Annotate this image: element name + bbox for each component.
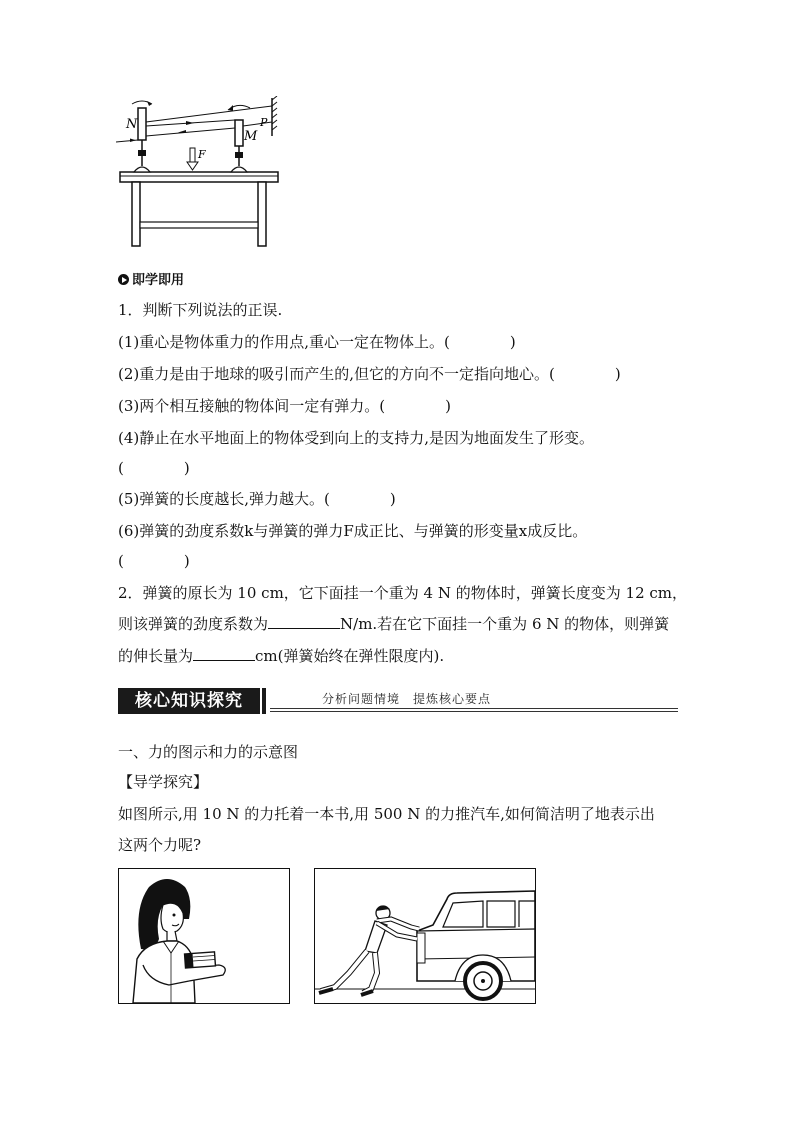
banner-divider xyxy=(262,688,266,714)
label-p: P xyxy=(260,116,268,129)
question-2-line-3: 的伸长量为 cm(弹簧始终在弹性限度内). xyxy=(118,647,445,665)
practice-header: 即学即用 xyxy=(118,269,184,288)
question-2-line-1: 2．弹簧的原长为 10 cm，它下面挂一个重为 4 N 的物体时，弹簧长度变为 12 cm， xyxy=(118,584,688,602)
banner-rule xyxy=(270,708,678,709)
question-1-item-3: (3)两个相互接触的物体间一定有弹力。( ) xyxy=(118,397,451,415)
section-paragraph-line-1: 如图所示,用 10 N 的力托着一本书,用 500 N 的力推汽车,如何简洁明了地表示出 xyxy=(118,805,655,823)
answer-blank-extension[interactable] xyxy=(193,646,255,661)
question-1-title: 1．判断下列说法的正误. xyxy=(118,301,283,319)
label-n: N xyxy=(126,117,138,132)
question-1-item-2: (2)重力是由于地球的吸引而产生的,但它的方向不一定指向地心。( ) xyxy=(118,365,621,383)
girl-holding-book-illustration xyxy=(119,869,289,1003)
question-1-item-1: (1)重心是物体重力的作用点,重心一定在物体上。( ) xyxy=(118,333,516,351)
label-f: F xyxy=(198,148,206,161)
book-holding-image-frame xyxy=(118,868,290,1004)
section-banner-subtitle: 分析问题情境 提炼核心要点 xyxy=(322,692,492,706)
section-heading: 一、力的图示和力的示意图 xyxy=(118,743,299,761)
question-1-item-4: (4)静止在水平地面上的物体受到向上的支持力,是因为地面发生了形变。 xyxy=(118,429,595,447)
section-tag: 【导学探究】 xyxy=(118,773,209,791)
question-1-item-5: (5)弹簧的长度越长,弹力越大。( ) xyxy=(118,490,396,508)
banner-rule-2 xyxy=(270,711,678,712)
question-1-item-6: (6)弹簧的劲度系数k与弹簧的弹力F成正比、与弹簧的形变量x成反比。 xyxy=(118,522,588,540)
car-pushing-image-frame xyxy=(314,868,536,1004)
mirror-table-figure xyxy=(116,96,282,248)
answer-blank-k[interactable] xyxy=(268,614,340,629)
question-1-item-6-answer: ( ) xyxy=(118,552,190,570)
man-pushing-car-illustration xyxy=(315,869,535,1003)
section-banner-title: 核心知识探究 xyxy=(118,688,260,714)
question-1-item-4-answer: ( ) xyxy=(118,459,190,477)
section-paragraph-line-2: 这两个力呢? xyxy=(118,836,202,854)
label-m: M xyxy=(244,129,258,144)
question-2-line-2: 则该弹簧的劲度系数为 N/m.若在它下面挂一个重为 6 N 的物体，则弹簧 xyxy=(118,615,670,633)
play-circle-icon xyxy=(118,274,129,285)
